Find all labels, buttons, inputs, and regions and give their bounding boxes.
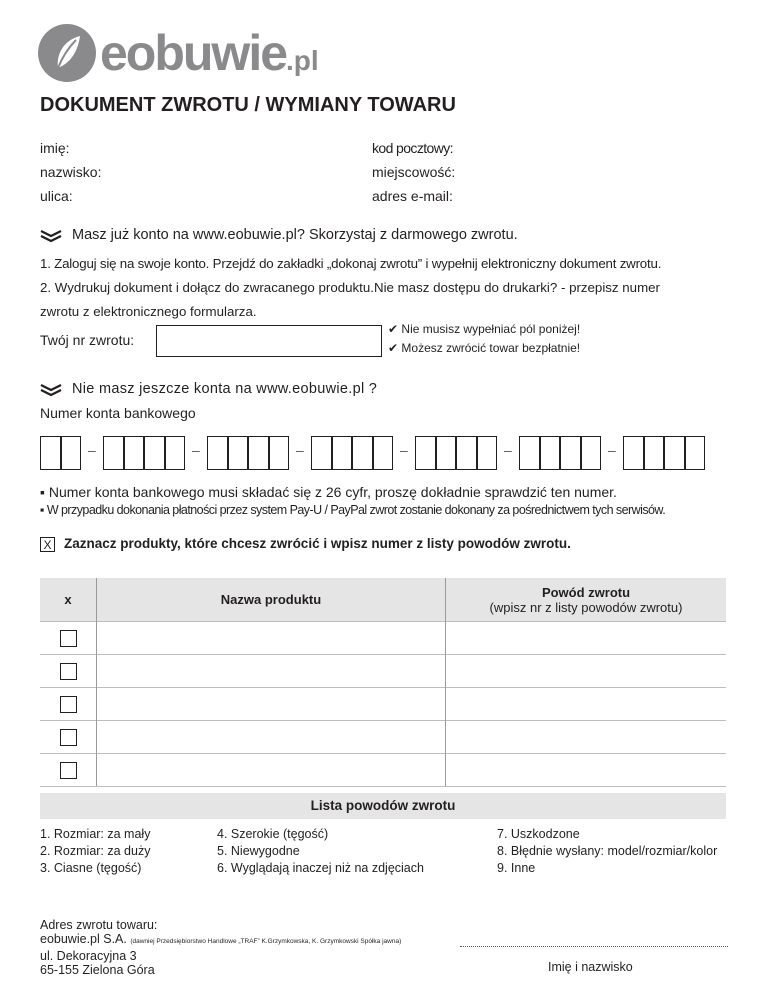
return-address-city: 65-155 Zielona Góra [40, 963, 155, 977]
account-group-separator: – [192, 442, 200, 458]
account-digit-box[interactable] [623, 436, 644, 470]
sample-checked-box: X [40, 537, 55, 552]
account-digit-box[interactable] [519, 436, 540, 470]
step-2: 2. Wydrukuj dokument i dołącz do zwracanego produktu.Nie masz dostępu do drukarki? - przepisz numer [40, 280, 660, 295]
account-digit-box[interactable] [456, 436, 477, 470]
logo-leaf-icon [38, 24, 96, 82]
products-table [40, 578, 726, 787]
return-reason-cell[interactable] [446, 721, 727, 754]
field-ulica: ulica: [40, 188, 73, 204]
reasons-column-1 [40, 826, 150, 877]
bullet-icon: ▪ [40, 484, 45, 500]
account-group-separator: – [296, 442, 304, 458]
logo-wordmark: eobuwie.pl [100, 25, 319, 81]
reasons-column-3 [497, 826, 717, 877]
table-row [40, 622, 726, 655]
check-icon: ✔ [388, 322, 399, 336]
signature-line[interactable] [460, 946, 728, 947]
field-kod-pocztowy: kod pocztowy: [372, 140, 453, 156]
table-row [40, 721, 726, 754]
account-digit-box[interactable] [124, 436, 145, 470]
reason-item: 7. Uszkodzone [497, 827, 580, 841]
section-no-account-heading: Nie masz jeszcze konta na www.eobuwie.pl ? [72, 381, 378, 397]
reason-item: 4. Szerokie (tęgość) [217, 827, 329, 841]
account-digit-box[interactable] [560, 436, 581, 470]
account-group-separator: – [88, 442, 96, 458]
field-miejscowosc: miejscowość: [372, 164, 456, 180]
reason-item: 8. Błędnie wysłany: model/rozmiar/kolor [497, 844, 718, 858]
reasons-list-header: Lista powodów zwrotu [40, 793, 726, 819]
product-checkbox[interactable] [60, 663, 77, 680]
return-reason-cell[interactable] [446, 622, 727, 655]
bullet-icon: ▪ [40, 503, 44, 517]
account-digit-box[interactable] [40, 436, 61, 470]
account-digit-box[interactable] [415, 436, 436, 470]
note-no-fields: ✔ Nie musisz wypełniać pól poniżej! [388, 322, 581, 336]
field-nazwisko: nazwisko: [40, 164, 102, 180]
account-digit-box[interactable] [103, 436, 124, 470]
product-checkbox[interactable] [60, 630, 77, 647]
account-digit-box[interactable] [332, 436, 353, 470]
bullet-payu-paypal: ▪ W przypadku dokonania płatności przez system Pay-U / PayPal zwrot zostanie dokonany za pośrednictwem tych serwisów. [40, 503, 666, 517]
reasons-column-2 [217, 826, 424, 877]
product-checkbox[interactable] [60, 729, 77, 746]
account-digit-box[interactable] [269, 436, 290, 470]
step-2-continued: zwrotu z elektronicznego formularza. [40, 304, 257, 319]
return-address-label: Adres zwrotu towaru: [40, 918, 158, 932]
product-name-cell[interactable] [97, 721, 446, 754]
account-digit-box[interactable] [228, 436, 249, 470]
table-row [40, 754, 726, 787]
field-imie: imię: [40, 140, 70, 156]
company-former-name: (dawniej Przedsiębiorstwo Handlowe „TRAF” K.Grzymkowska, K. Grzymkowski Spółka jawna) [130, 938, 402, 945]
reason-item: 3. Ciasne (tęgość) [40, 861, 142, 875]
return-address-street: ul. Dekoracyjna 3 [40, 949, 137, 963]
col-x-header: x [40, 578, 97, 622]
signature-label: Imię i nazwisko [548, 960, 633, 974]
account-digit-box[interactable] [311, 436, 332, 470]
return-number-label: Twój nr zwrotu: [40, 332, 135, 348]
return-number-field[interactable] [156, 325, 382, 357]
page-title: DOKUMENT ZWROTU / WYMIANY TOWARU [40, 94, 456, 116]
product-name-cell[interactable] [97, 688, 446, 721]
product-name-cell[interactable] [97, 655, 446, 688]
product-name-cell[interactable] [97, 754, 446, 787]
note-free-return: ✔ Możesz zwrócić towar bezpłatnie! [388, 341, 581, 355]
col-return-reason-header: Powód zwrotu (wpisz nr z listy powodów zwrotu) [446, 578, 727, 622]
account-digit-box[interactable] [581, 436, 602, 470]
account-digit-box[interactable] [165, 436, 186, 470]
step-1: 1. Zaloguj się na swoje konto. Przejdź do zakładki „dokonaj zwrotu” i wypełnij elektroniczny dokument zwrotu. [40, 256, 662, 271]
table-row [40, 655, 726, 688]
account-group-separator: – [400, 442, 408, 458]
account-digit-box[interactable] [436, 436, 457, 470]
table-header-row [40, 578, 726, 622]
double-chevron-down-icon [40, 383, 62, 397]
bank-account-label: Numer konta bankowego [40, 405, 196, 421]
section-has-account-heading: Masz już konto na www.eobuwie.pl? Skorzystaj z darmowego zwrotu. [72, 227, 518, 243]
return-address-company: eobuwie.pl S.A. (dawniej Przedsiębiorstwo Handlowe „TRAF” K.Grzymkowska, K. Grzymkowski Spółka jawna) [40, 932, 402, 946]
product-checkbox[interactable] [60, 762, 77, 779]
account-digit-box[interactable] [477, 436, 498, 470]
account-digit-box[interactable] [644, 436, 665, 470]
account-digit-box[interactable] [144, 436, 165, 470]
col-return-reason-subheader: (wpisz nr z listy powodów zwrotu) [489, 599, 683, 615]
account-digit-box[interactable] [352, 436, 373, 470]
account-digit-box[interactable] [373, 436, 394, 470]
return-address [40, 918, 401, 977]
reason-item: 2. Rozmiar: za duży [40, 844, 151, 858]
brand-logo [38, 22, 338, 86]
account-digit-box[interactable] [664, 436, 685, 470]
account-digit-box[interactable] [61, 436, 82, 470]
products-instruction: Zaznacz produkty, które chcesz zwrócić i wpisz numer z listy powodów zwrotu. [64, 536, 571, 551]
table-row [40, 688, 726, 721]
product-name-cell[interactable] [97, 622, 446, 655]
double-chevron-down-icon [40, 229, 62, 243]
account-digit-box[interactable] [248, 436, 269, 470]
account-digit-box[interactable] [207, 436, 228, 470]
product-checkbox[interactable] [60, 696, 77, 713]
reason-item: 9. Inne [497, 861, 536, 875]
bank-account-number-field[interactable] [40, 436, 730, 470]
reason-item: 6. Wyglądają inaczej niż na zdjęciach [217, 861, 424, 875]
account-digit-box[interactable] [685, 436, 706, 470]
col-product-name-header: Nazwa produktu [97, 578, 446, 622]
return-reason-cell[interactable] [446, 754, 727, 787]
field-email: adres e-mail: [372, 188, 453, 204]
check-icon: ✔ [388, 341, 399, 355]
reason-item: 1. Rozmiar: za mały [40, 827, 151, 841]
return-reason-cell[interactable] [446, 688, 727, 721]
account-group-separator: – [504, 442, 512, 458]
return-reason-cell[interactable] [446, 655, 727, 688]
reason-item: 5. Niewygodne [217, 844, 300, 858]
account-digit-box[interactable] [540, 436, 561, 470]
account-group-separator: – [608, 442, 616, 458]
bullet-account-length: ▪ Numer konta bankowego musi składać się z 26 cyfr, proszę dokładnie sprawdzić ten numer. [40, 484, 617, 500]
